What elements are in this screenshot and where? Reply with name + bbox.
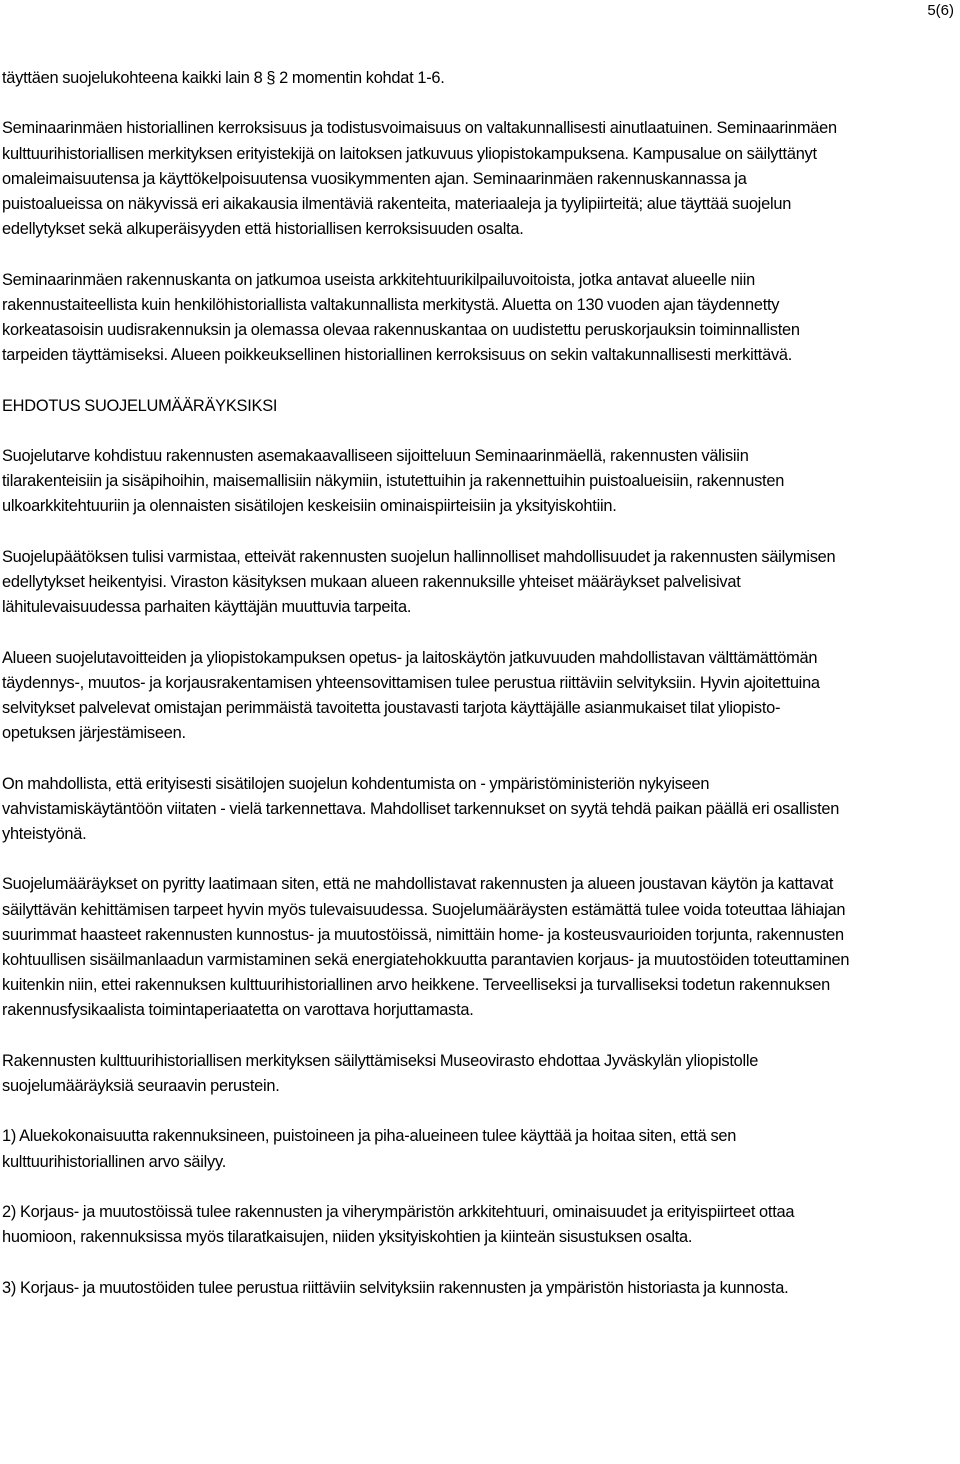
document-body <box>2 66 850 1326</box>
paragraph-protection-goals: Alueen suojelutavoitteiden ja yliopistokampuksen opetus- ja laitoskäytön jatkuvuuden mahdollistavan välttämättömän täydennys-, muutos- ja korjausrakentamisen yhteensovittamisen tulee perustua riittäviin selvityksiin. Hyvin ajoitettuina selvitykset palvelevat omistajan perimmäistä tavoitetta joustavasti tarjota käyttäjälle asianmukaiset tilat yliopisto-opetuksen järjestämiseen. <box>2 648 820 743</box>
paragraph-historical-layering: Seminaarinmäen historiallinen kerroksisuus ja todistusvoimaisuus on valtakunnallisesti ainutlaatuinen. Seminaarinmäen kulttuurihistoriallisen merkityksen erityistekijä on laitoksen jatkuvuus yliopistokampuksena. Kampusalue on säilyttänyt omaleimaisuutensa ja käyttökelpoisuutensa vuosikymmenten ajan. Seminaarinmäen rakennuskannassa ja puistoalueissa on näkyvissä eri aikakausia ilmentäviä rakenteita, materiaaleja ja tyylipiirteitä; alue täyttää suojelun edellytykset sekä alkuperäisyyden että historiallisen kerroksisuuden osalta. <box>2 119 837 239</box>
paragraph-protection-scope: Suojelutarve kohdistuu rakennusten asemakaavalliseen sijoitteluun Seminaarinmäellä, rakennusten välisiin tilarakenteisiin ja sisäpihoihin, maisemallisiin näkymiin, istutettuihin ja rakennettuihin puistoalueisiin, rakennusten ulkoarkkitehtuuriin ja olennaisten sisätilojen keskeisiin ominaispiirteisiin ja yksityiskohtiin. <box>2 446 785 516</box>
paragraph-building-stock: Seminaarinmäen rakennuskanta on jatkumoa useista arkkitehtuurikilpailuvoitoista, jotka antavat alueelle niin rakennustaiteellista kuin henkilöhistoriallista valtakunnallista merkitystä. Aluetta on 130 vuoden ajan täydennetty korkeatasoisin uudisrakennuksin ja olemassa olevaa rakennuskantaa on uudistettu peruskorjauksin toiminnallisten tarpeiden täyttämiseksi. Alueen poikkeuksellinen historiallinen kerroksisuus on sekin valtakunnallisesti merkittävä. <box>2 270 800 365</box>
paragraph-proposal-intro: Rakennusten kulttuurihistoriallisen merkityksen säilyttämiseksi Museovirasto ehdottaa Jyväskylän yliopistolle suojelumääräyksiä seuraavin perustein. <box>2 1051 759 1095</box>
paragraph-protection-decision: Suojelupäätöksen tulisi varmistaa, etteivät rakennusten suojelun hallinnolliset mahdollisuudet ja rakennusten säilymisen edellytykset heikentyisi. Viraston käsityksen mukaan alueen rakennuksille yhteiset määräykset palvelisivat lähitulevaisuudessa parhaiten käyttäjän muuttuvia tarpeita. <box>2 547 836 617</box>
regulation-item-2: 2) Korjaus- ja muutostöissä tulee rakennusten ja viherympäristön arkkitehtuuri, ominaisuudet ja erityispiirteet ottaa huomioon, rakennuksissa myös tilaratkaisujen, niiden yksityiskohtien ja kiinteän sisustuksen osalta. <box>2 1202 795 1247</box>
paragraph-interior-protection: On mahdollista, että erityisesti sisätilojen suojelun kohdentumista on - ympäristöministeriön nykyiseen vahvistamiskäytäntöön viitaten - vielä tarkennettava. Mahdolliset tarkennukset on syytä tehdä paikan päällä eri osallisten yhteistyönä. <box>2 774 840 843</box>
page-number: 5(6) <box>927 2 954 19</box>
regulation-item-1: 1) Aluekokonaisuutta rakennuksineen, puistoineen ja piha-alueineen tulee käyttää ja hoitaa siten, että sen kulttuurihistoriallinen arvo säilyy. <box>2 1127 737 1171</box>
regulation-item-3: 3) Korjaus- ja muutostöiden tulee perustua riittäviin selvityksiin rakennusten ja ympäristön historiasta ja kunnosta. <box>2 1278 789 1297</box>
paragraph-legal-criteria: täyttäen suojelukohteena kaikki lain 8 § 2 momentin kohdat 1-6. <box>2 69 445 87</box>
paragraph-regulations: Suojelumääräykset on pyritty laatimaan siten, että ne mahdollistavat rakennusten ja alueen joustavan käytön ja kattavat säilyttävän kehittämisen tarpeet hyvin myös tulevaisuudessa. Suojelumääräysten estämättä tulee voida toteuttaa lähiajan suurimmat haasteet rakennusten kunnostus- ja muutostöissä, nimittäin home- ja kosteusvaurioiden torjunta, rakennusten kohtuullisen sisäilmanlaadun varmistaminen sekä energiatehokkuutta parantavien korjaus- ja muutostöiden toteuttaminen kuitenkin niin, ettei rakennuksen kulttuurihistoriallinen arvo heikkene. Terveelliseksi ja turvalliseksi todetun rakennuksen rakennusfysikaalista toimintaperiaatetta on varottava horjuttamasta. <box>2 875 850 1020</box>
section-heading: EHDOTUS SUOJELUMÄÄRÄYKSIKSI <box>2 396 278 415</box>
